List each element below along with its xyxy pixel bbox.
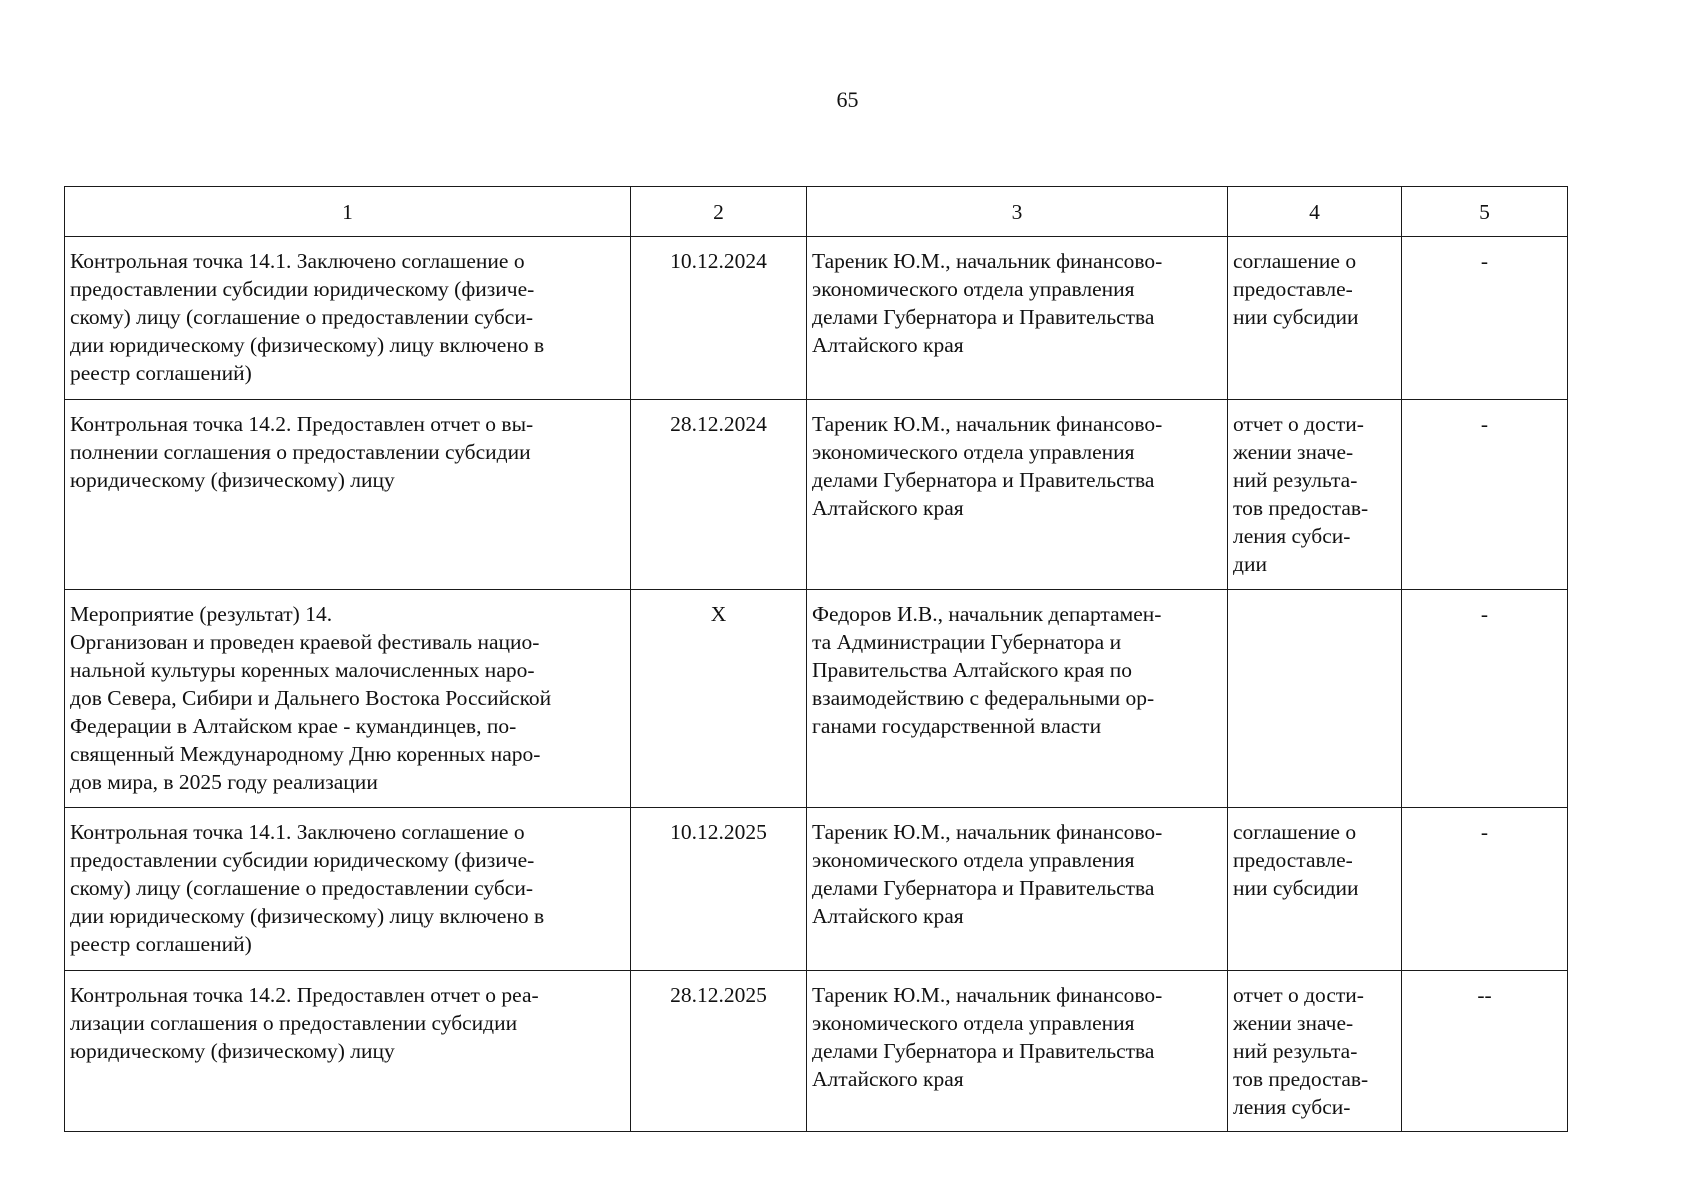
document-text: отчет о дости- жении значе- ний результа- тов предостав- ления субси- — [1233, 983, 1369, 1119]
cell-date — [631, 971, 807, 1132]
cell-description — [65, 237, 631, 400]
cell-description — [65, 590, 631, 808]
cell-note — [1402, 400, 1568, 590]
note-text: - — [1480, 412, 1489, 436]
cell-date — [631, 237, 807, 400]
cell-date — [631, 808, 807, 971]
cell-document — [1228, 808, 1402, 971]
document-text: отчет о дости- жении значе- ний результа- тов предостав- ления субси- дии — [1233, 412, 1369, 576]
cell-description — [65, 400, 631, 590]
cell-document — [1228, 971, 1402, 1132]
table-row — [65, 808, 1568, 971]
table-row — [65, 971, 1568, 1132]
cell-description — [65, 971, 631, 1132]
table-row — [65, 400, 1568, 590]
cell-note — [1402, 808, 1568, 971]
date-text: 10.12.2024 — [670, 249, 767, 273]
cell-note — [1402, 971, 1568, 1132]
date-text: Х — [710, 602, 727, 626]
responsible-text: Федоров И.В., начальник департамен- та Администрации Губернатора и Правительства Алтайского края по взаимодействию с федеральными ор- ганами государственной власти — [812, 602, 1162, 738]
cell-responsible — [807, 590, 1228, 808]
description-text: Контрольная точка 14.2. Предоставлен отчет о вы- полнении соглашения о предоставлении субсидии юридическому (физическому) лицу — [70, 412, 534, 492]
description-text: Контрольная точка 14.2. Предоставлен отчет о реа- лизации соглашения о предоставлении субсидии юридическому (физическому) лицу — [70, 983, 539, 1063]
cell-responsible — [807, 400, 1228, 590]
cell-document — [1228, 237, 1402, 400]
description-text: Контрольная точка 14.1. Заключено соглашение о предоставлении субсидии юридическому (физиче- скому) лицу (соглашение о предоставлении субси- дии юридическому (физическому) лицу включено в реестр соглашений) — [70, 249, 545, 385]
column-header-1: 1 — [65, 187, 631, 237]
document-text: соглашение о предоставле- нии субсидии — [1233, 820, 1359, 900]
column-header-3: 3 — [807, 187, 1228, 237]
cell-document — [1228, 590, 1402, 808]
date-text: 28.12.2024 — [670, 412, 767, 436]
note-text: - — [1480, 820, 1489, 844]
table-header-row — [65, 187, 1568, 237]
table-row — [65, 590, 1568, 808]
cell-responsible — [807, 237, 1228, 400]
note-text: -- — [1477, 983, 1492, 1007]
document-text: соглашение о предоставле- нии субсидии — [1233, 249, 1359, 329]
page-number: 65 — [836, 87, 859, 112]
responsible-text: Тареник Ю.М., начальник финансово- экономического отдела управления делами Губернатора и Правительства Алтайского края — [812, 983, 1163, 1091]
date-text: 10.12.2025 — [670, 820, 767, 844]
column-header-2: 2 — [631, 187, 807, 237]
cell-date — [631, 400, 807, 590]
cell-responsible — [807, 971, 1228, 1132]
responsible-text: Тареник Ю.М., начальник финансово- экономического отдела управления делами Губернатора и Правительства Алтайского края — [812, 249, 1163, 357]
responsible-text: Тареник Ю.М., начальник финансово- экономического отдела управления делами Губернатора и Правительства Алтайского края — [812, 820, 1163, 928]
table-row — [65, 237, 1568, 400]
document-text — [1228, 590, 1401, 608]
column-header-5: 5 — [1402, 187, 1568, 237]
responsible-text: Тареник Ю.М., начальник финансово- экономического отдела управления делами Губернатора и Правительства Алтайского края — [812, 412, 1163, 520]
date-text: 28.12.2025 — [670, 983, 767, 1007]
cell-note — [1402, 590, 1568, 808]
cell-responsible — [807, 808, 1228, 971]
description-text: Контрольная точка 14.1. Заключено соглашение о предоставлении субсидии юридическому (физиче- скому) лицу (соглашение о предоставлении субси- дии юридическому (физическому) лицу включено в реестр соглашений) — [70, 820, 545, 956]
control-points-table — [64, 186, 1568, 1132]
cell-document — [1228, 400, 1402, 590]
note-text: - — [1480, 249, 1489, 273]
note-text: - — [1480, 602, 1489, 626]
cell-date — [631, 590, 807, 808]
description-text: Мероприятие (результат) 14. Организован и проведен краевой фестиваль нацио- нальной культуры коренных малочисленных наро- дов Севера, Сибири и Дальнего Востока Российской Федерации в Алтайском крае - кумандинцев, по- священный Международному Дню коренных наро- дов мира, в 2025 году реализации — [70, 602, 552, 794]
cell-description — [65, 808, 631, 971]
cell-note — [1402, 237, 1568, 400]
column-header-4: 4 — [1228, 187, 1402, 237]
